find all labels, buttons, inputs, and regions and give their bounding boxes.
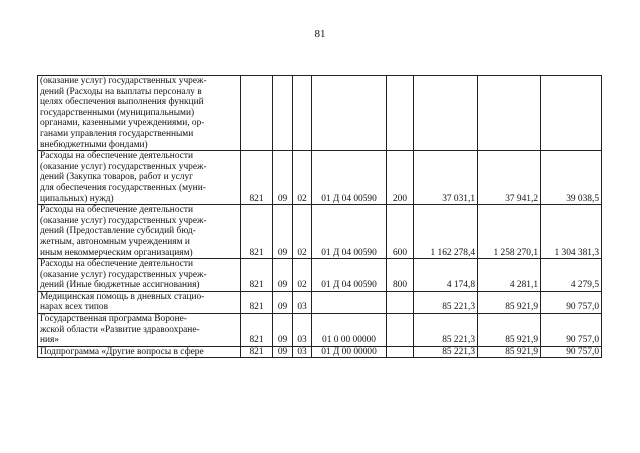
amount-year-2 bbox=[478, 76, 541, 151]
amount-year-3 bbox=[541, 76, 602, 151]
grbs-code: 821 bbox=[241, 346, 273, 358]
amount-year-3: 4 279,5 bbox=[541, 259, 602, 292]
amount-year-1: 85 221,3 bbox=[414, 346, 478, 358]
target-article-code: 01 0 00 00000 bbox=[312, 314, 387, 347]
target-article-code bbox=[312, 76, 387, 151]
grbs-code: 821 bbox=[241, 314, 273, 347]
expense-type-code: 600 bbox=[387, 205, 414, 259]
amount-year-2: 37 941,2 bbox=[478, 151, 541, 205]
table-row bbox=[38, 314, 602, 347]
grbs-code bbox=[241, 76, 273, 151]
amount-year-3: 1 304 381,3 bbox=[541, 205, 602, 259]
table-row bbox=[38, 291, 602, 313]
amount-year-2: 85 921,9 bbox=[478, 291, 541, 313]
grbs-code: 821 bbox=[241, 259, 273, 292]
section-code: 09 bbox=[273, 314, 293, 347]
amount-year-3: 90 757,0 bbox=[541, 291, 602, 313]
amount-year-2: 85 921,9 bbox=[478, 346, 541, 358]
target-article-code: 01 Д 04 00590 bbox=[312, 259, 387, 292]
section-code: 09 bbox=[273, 151, 293, 205]
row-description: Подпрограмма «Другие вопросы в сфере bbox=[38, 346, 241, 358]
subsection-code: 03 bbox=[293, 291, 312, 313]
amount-year-3: 90 757,0 bbox=[541, 346, 602, 358]
amount-year-1: 37 031,1 bbox=[414, 151, 478, 205]
row-description: Государственная программа Вороне- жской области «Развитие здравоохране- ния» bbox=[38, 314, 241, 347]
amount-year-1: 1 162 278,4 bbox=[414, 205, 478, 259]
amount-year-3: 39 038,5 bbox=[541, 151, 602, 205]
table-row bbox=[38, 259, 602, 292]
subsection-code bbox=[293, 76, 312, 151]
subsection-code: 02 bbox=[293, 205, 312, 259]
row-description: Расходы на обеспечение деятельности (оказание услуг) государственных учреж- дений (Закупка товаров, работ и услуг для обеспечения государственных (муни- ципальных) нужд) bbox=[38, 151, 241, 205]
row-description: (оказание услуг) государственных учреж- дений (Расходы на выплаты персоналу в целях обеспечения выполнения функций государственными (муниципальными) органами, казенными учреждениями, ор- ганами управления государственными внебюджетными фондами) bbox=[38, 76, 241, 151]
target-article-code: 01 Д 00 00000 bbox=[312, 346, 387, 358]
page-number: 81 bbox=[314, 28, 326, 40]
amount-year-1: 4 174,8 bbox=[414, 259, 478, 292]
target-article-code: 01 Д 04 00590 bbox=[312, 151, 387, 205]
subsection-code: 03 bbox=[293, 314, 312, 347]
grbs-code: 821 bbox=[241, 151, 273, 205]
section-code: 09 bbox=[273, 291, 293, 313]
grbs-code: 821 bbox=[241, 291, 273, 313]
table-row bbox=[38, 205, 602, 259]
amount-year-3: 90 757,0 bbox=[541, 314, 602, 347]
row-description: Расходы на обеспечение деятельности (оказание услуг) государственных учреж- дений (Предоставление субсидий бюд- жетным, автономным учреждениям и иным некоммерческим организациям) bbox=[38, 205, 241, 259]
table-row bbox=[38, 76, 602, 151]
section-code: 09 bbox=[273, 346, 293, 358]
grbs-code: 821 bbox=[241, 205, 273, 259]
row-description: Медицинская помощь в дневных стацио- нарах всех типов bbox=[38, 291, 241, 313]
section-code bbox=[273, 76, 293, 151]
amount-year-2: 1 258 270,1 bbox=[478, 205, 541, 259]
section-code: 09 bbox=[273, 205, 293, 259]
target-article-code: 01 Д 04 00590 bbox=[312, 205, 387, 259]
section-code: 09 bbox=[273, 259, 293, 292]
expense-type-code bbox=[387, 291, 414, 313]
row-description: Расходы на обеспечение деятельности (оказание услуг) государственных учреж- дений (Иные бюджетные ассигнования) bbox=[38, 259, 241, 292]
subsection-code: 02 bbox=[293, 151, 312, 205]
expense-type-code bbox=[387, 314, 414, 347]
amount-year-1: 85 221,3 bbox=[414, 291, 478, 313]
target-article-code bbox=[312, 291, 387, 313]
amount-year-1: 85 221,3 bbox=[414, 314, 478, 347]
table-row bbox=[38, 346, 602, 358]
table-row bbox=[38, 151, 602, 205]
subsection-code: 02 bbox=[293, 259, 312, 292]
expense-type-code: 200 bbox=[387, 151, 414, 205]
expense-type-code bbox=[387, 76, 414, 151]
expense-type-code: 800 bbox=[387, 259, 414, 292]
budget-table bbox=[37, 75, 602, 358]
subsection-code: 03 bbox=[293, 346, 312, 358]
amount-year-1 bbox=[414, 76, 478, 151]
expense-type-code bbox=[387, 346, 414, 358]
amount-year-2: 4 281,1 bbox=[478, 259, 541, 292]
amount-year-2: 85 921,9 bbox=[478, 314, 541, 347]
